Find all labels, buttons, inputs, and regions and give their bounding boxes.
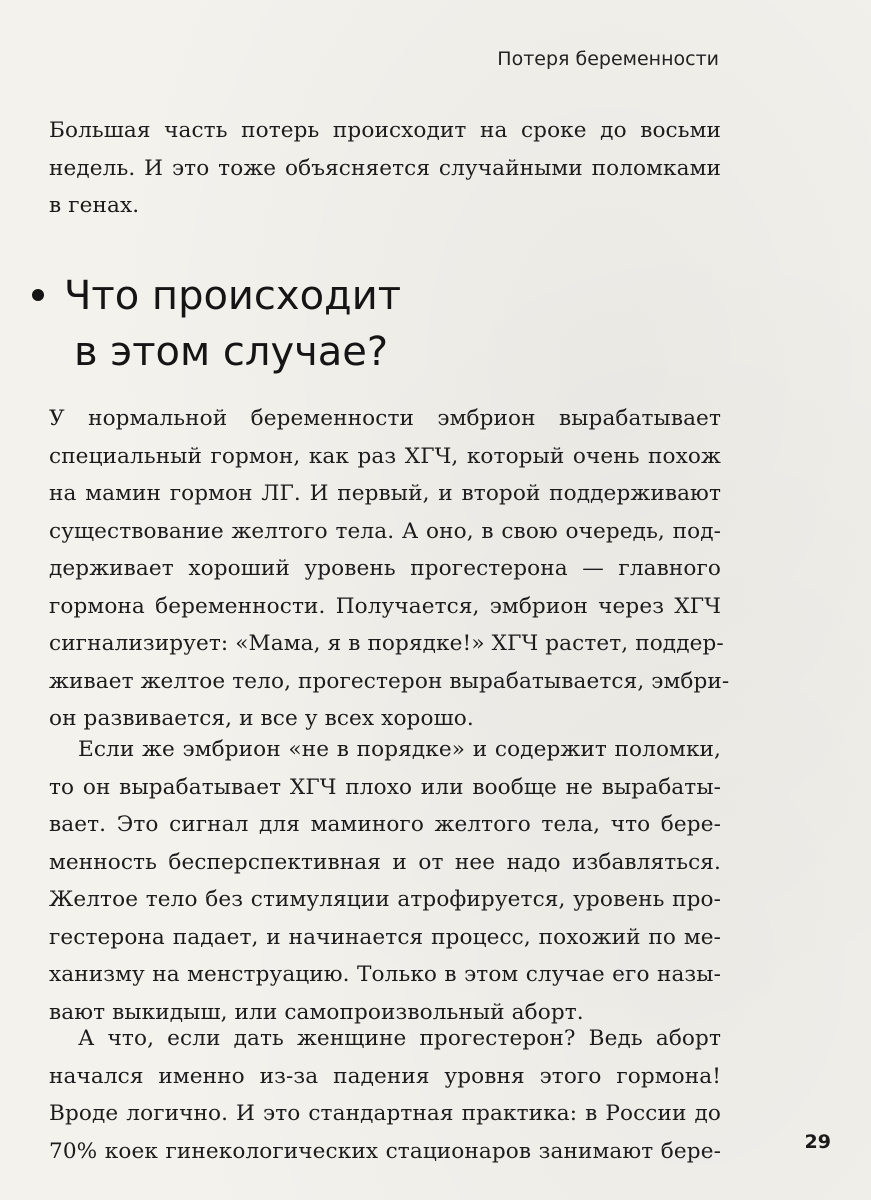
bullet-icon	[32, 289, 44, 301]
running-head: Потеря беременности	[497, 48, 719, 70]
text-line: то он вырабатывает ХГЧ плохо или вообще не вырабаты-	[49, 774, 721, 800]
text-line: недель. И это тоже объясняется случайными поломками	[49, 155, 721, 181]
heading-line: Что происходит	[64, 273, 402, 319]
intro-paragraph	[49, 112, 721, 225]
page-number: 29	[804, 1131, 831, 1153]
text-line: гормона беременности. Получается, эмбрион через ХГЧ	[49, 593, 721, 619]
text-line: ханизму на менструацию. Только в этом случае его назы-	[49, 962, 721, 987]
text-line: Вроде логично. И это стандартная практика: в России до	[49, 1101, 721, 1126]
text-line: начался именно из-за падения уровня этого гормона!	[49, 1063, 721, 1089]
text-line: У нормальной беременности эмбрион вырабатывает	[49, 406, 721, 431]
text-line: на мамин гормон ЛГ. И первый, и второй поддерживают	[49, 481, 721, 506]
text-line: Если же эмбрион «не в порядке» и содержит поломки,	[78, 737, 721, 762]
text-line: вают выкидыш, или самопроизвольный аборт.	[49, 999, 584, 1025]
text-line: А что, если дать женщине прогестерон? Ведь аборт	[78, 1026, 721, 1051]
text-line: существование желтого тела. А оно, в свою очередь, под-	[49, 518, 721, 544]
section-heading	[32, 268, 401, 380]
paragraph-hcg	[49, 400, 730, 738]
text-line: живает желтое тело, прогестерон вырабатывается, эмбри-	[49, 668, 730, 694]
text-line: 70% коек гинекологических стационаров занимают бере-	[49, 1138, 721, 1164]
text-line: Большая часть потерь происходит на сроке до восьми	[49, 118, 721, 143]
text-line: Желтое тело без стимуляции атрофируется, уровень про-	[49, 887, 721, 912]
text-line: менность бесперспективная и от нее надо избавляться.	[49, 849, 721, 875]
text-line: держивает хороший уровень прогестерона — главного	[49, 556, 721, 581]
text-line: сигнализирует: «Мама, я в порядке!» ХГЧ растет, поддер-	[49, 631, 724, 656]
paragraph-miscarriage	[49, 731, 721, 1031]
text-line: вает. Это сигнал для маминого желтого тела, что бере-	[49, 812, 721, 837]
text-line: в генах.	[49, 193, 140, 218]
text-line: гестерона падает, и начинается процесс, похожий по ме-	[49, 924, 721, 950]
paragraph-progesterone	[49, 1020, 721, 1170]
text-line: он развивается, и все у всех хорошо.	[49, 706, 474, 731]
heading-line: в этом случае?	[74, 329, 389, 375]
text-line: специальный гормон, как раз ХГЧ, который очень похож	[49, 443, 721, 469]
